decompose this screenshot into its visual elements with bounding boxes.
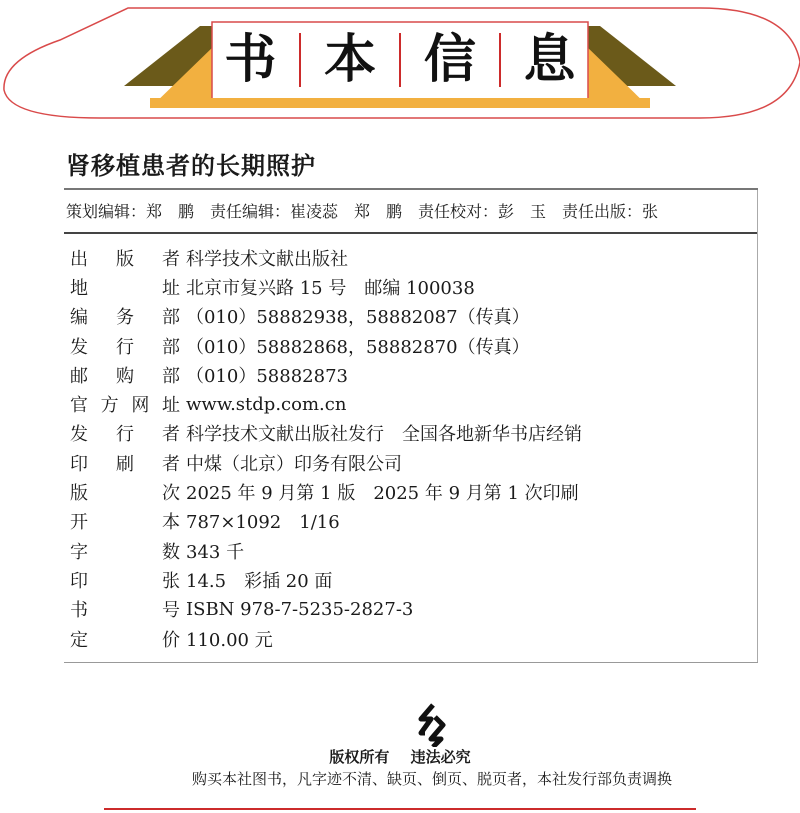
info-label [70,362,184,388]
info-label-char: 版 [70,483,88,505]
info-row [70,419,582,448]
info-label-char: 发 [70,424,88,446]
info-label-char: 印 [70,453,88,475]
info-label-char: 行 [116,424,134,446]
info-row [70,477,582,506]
bottom-rule [64,662,758,663]
info-value: 科学技术文献出版社 [186,248,348,270]
info-label-char: 者 [162,424,180,446]
middle-rule [64,232,758,234]
exchange-notice: 购买本社图书，凡字迹不清、缺页、倒页、脱页者，本社发行部负责调换 [191,770,672,788]
info-value: 中煤（北京）印务有限公司 [186,453,402,475]
info-label-char: 号 [162,600,180,622]
info-value: www.stdp.com.cn [186,393,347,415]
info-label [70,303,184,329]
info-label-char: 务 [116,307,134,329]
info-row [70,302,582,331]
info-label-char: 官 [70,395,88,417]
info-row [70,272,582,301]
info-label-char: 部 [162,307,180,329]
banner-divider [499,33,501,87]
info-label-char: 邮 [70,365,88,387]
info-label [70,420,184,446]
info-label-char: 定 [70,629,88,651]
info-value: （010）58882938，58882087（传真） [186,307,530,329]
info-label [70,538,184,564]
info-row [70,536,582,565]
rights-line [0,746,800,767]
info-label [70,508,184,534]
rights-reserved: 版权所有 [329,748,390,766]
info-label-char: 次 [162,483,180,505]
info-label-char: 部 [162,365,180,387]
info-row [70,448,582,477]
info-label-char: 印 [70,570,88,592]
info-value: 14.5 彩插 20 面 [186,570,333,592]
info-label-char: 编 [70,307,88,329]
piracy-warning: 违法必究 [410,748,471,766]
info-row [70,243,582,272]
info-label [70,333,184,359]
publisher-logo-icon [413,703,449,747]
info-label-char: 发 [70,336,88,358]
info-row [70,389,582,418]
editors-line: 策划编辑：郑 鹏 责任编辑：崔凌蕊 郑 鹏 责任校对：彭 玉 责任出版：张 [66,202,659,221]
info-label [70,479,184,505]
top-rule [64,188,758,190]
info-row [70,624,582,653]
info-label-char: 者 [162,248,180,270]
info-label-char: 出 [70,248,88,270]
title-banner [0,0,800,125]
info-label-char: 方 [100,395,119,417]
info-label-char: 数 [162,541,180,563]
info-label [70,567,184,593]
info-label-char: 址 [161,395,180,417]
info-row [70,595,582,624]
info-value: （010）58882868，58882870（传真） [186,336,530,358]
info-label-char: 字 [70,541,88,563]
info-label [70,450,184,476]
info-label-char: 网 [131,395,150,417]
info-row [70,360,582,389]
banner-char: 信 [423,30,476,90]
info-label [70,626,184,652]
info-label [70,596,184,622]
info-label-char: 张 [162,570,180,592]
publication-info-table [70,243,582,653]
banner-char: 息 [523,30,576,90]
info-label-char: 书 [70,600,88,622]
info-label-char: 址 [162,277,180,299]
banner-divider [399,33,401,87]
info-row [70,565,582,594]
info-label-char: 行 [116,336,134,358]
info-value: 787×1092 1/16 [186,512,340,534]
info-label [70,245,184,271]
info-label-char: 部 [162,336,180,358]
info-label-char: 开 [70,512,88,534]
info-label-char: 者 [162,453,180,475]
info-row [70,507,582,536]
bottom-accent-line [104,808,696,810]
banner-divider [299,33,301,87]
info-value: 科学技术文献出版社发行 全国各地新华书店经销 [186,424,582,446]
banner-char: 本 [324,30,377,90]
banner-underbar [150,98,650,108]
info-label-char: 购 [116,365,134,387]
info-label-char: 版 [116,248,134,270]
info-value: 343 千 [186,541,245,563]
info-label-char: 刷 [116,453,134,475]
info-label [70,274,184,300]
right-edge-line [757,190,758,663]
info-label-char: 价 [162,629,180,651]
info-label-char: 本 [162,512,180,534]
book-title: 肾移植患者的长期照护 [66,152,316,180]
info-value: ISBN 978-7-5235-2827-3 [186,598,414,620]
info-value: 2025 年 9 月第 1 版 2025 年 9 月第 1 次印刷 [186,483,579,505]
info-value: 北京市复兴路 15 号 邮编 100038 [186,277,475,299]
info-value: （010）58882873 [186,365,348,387]
info-label-char: 地 [70,277,88,299]
info-row [70,331,582,360]
info-value: 110.00 元 [186,629,273,651]
banner-char: 书 [224,30,277,90]
banner-title [213,24,587,96]
info-label [70,391,184,417]
